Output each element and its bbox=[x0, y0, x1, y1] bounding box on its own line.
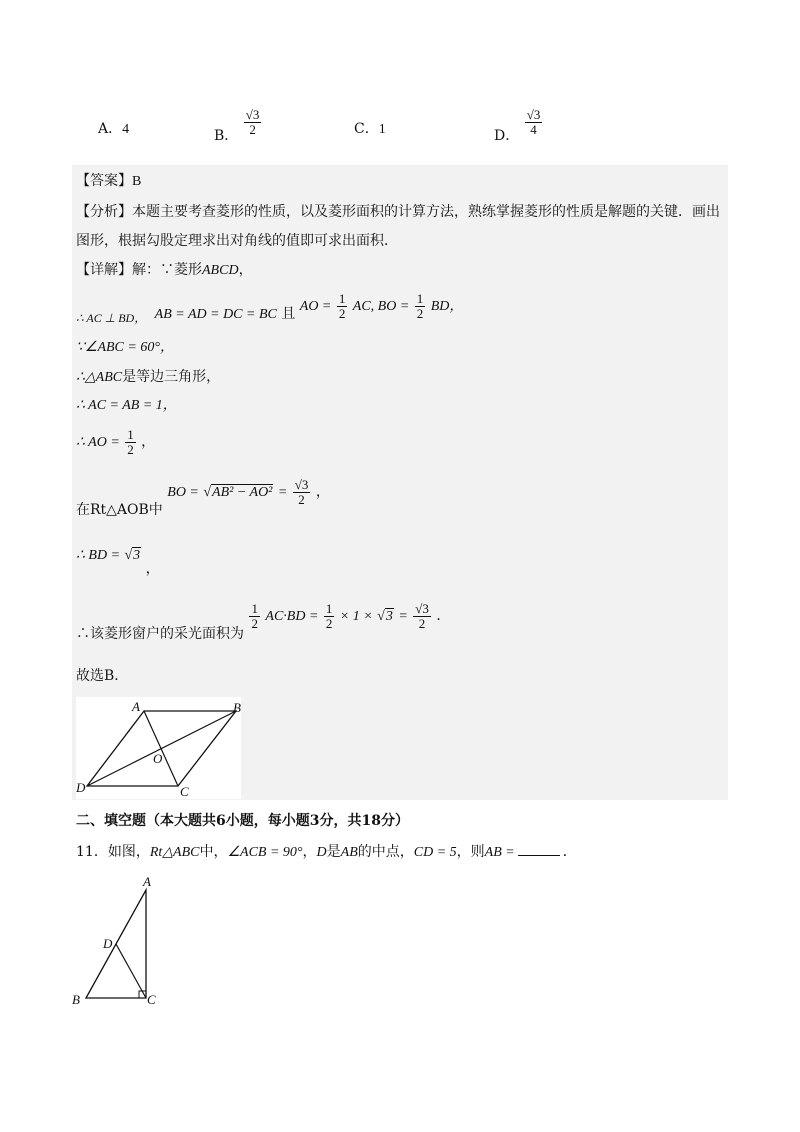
frac-num: 1 bbox=[338, 291, 346, 306]
label-a: A bbox=[143, 874, 151, 889]
detail-line6-b: ， bbox=[141, 434, 156, 451]
frac-num: 1 bbox=[127, 427, 134, 442]
q11-text-i: 的中点， bbox=[357, 844, 414, 860]
detail-line-4 bbox=[76, 370, 220, 385]
detail-line4-b: 是等边三角形， bbox=[122, 369, 221, 385]
detail-line6-half bbox=[125, 428, 136, 456]
detail-line-5: ∴ AC = AB = 1， bbox=[76, 398, 177, 413]
detail-line2-c: 且 bbox=[281, 306, 296, 323]
detail-line6-a: ∴ AO = bbox=[76, 435, 120, 451]
sqrt-radicand: 3 bbox=[133, 548, 141, 563]
detail-line1-prefix: 解：∵菱形 bbox=[132, 262, 202, 278]
option-b bbox=[214, 107, 262, 145]
detail-line-7 bbox=[76, 477, 330, 519]
answer-tag: 【答案】 bbox=[76, 173, 132, 189]
detail-line7-sqrt: √AB² − AO² bbox=[203, 485, 273, 501]
frac-den: 2 bbox=[418, 615, 426, 631]
q11-angle: ∠ACB = 90° bbox=[227, 845, 303, 860]
q11-triangle: Rt△ABC bbox=[149, 845, 200, 860]
detail-line7-d: ， bbox=[315, 484, 330, 501]
detail-line7-a: 在Rt△AOB中 bbox=[76, 502, 163, 519]
q11-text-k: ，则 bbox=[456, 844, 485, 860]
frac-den: 2 bbox=[127, 441, 134, 457]
answer-value: B bbox=[132, 174, 142, 189]
analysis-line-2: 图形，根据勾股定理求出对角线的值即可求出面积． bbox=[76, 233, 398, 249]
label-c: C bbox=[147, 992, 156, 1007]
label-d: D bbox=[76, 780, 86, 795]
option-a-value: 4 bbox=[122, 122, 130, 137]
frac-den: 2 bbox=[338, 305, 346, 321]
answer-line bbox=[76, 174, 141, 189]
frac-den: 2 bbox=[325, 615, 333, 631]
detail-line7-frac bbox=[293, 478, 311, 506]
detail-line7-b: BO = bbox=[167, 485, 199, 501]
option-b-fraction bbox=[244, 108, 262, 136]
sqrt-radicand: AB² − AO² bbox=[212, 485, 273, 501]
analysis-tag: 【分析】 bbox=[76, 204, 132, 220]
analysis-text-1: 本题主要考查菱形的性质，以及菱形面积的计算方法，熟练掌握菱形的性质是解题的关键．画出 bbox=[132, 204, 720, 220]
detail-line9-half-1 bbox=[249, 602, 260, 630]
detail-line9-e: ． bbox=[436, 608, 451, 625]
detail-line8-a: ∴ BD = bbox=[76, 548, 121, 563]
detail-line9-c: × 1 × bbox=[339, 609, 373, 625]
section-heading: 二、填空题（本大题共6小题，每小题3分，共18分） bbox=[76, 813, 409, 829]
detail-line2-half-2 bbox=[415, 292, 426, 320]
sqrt-radicand: 3 bbox=[385, 609, 393, 625]
detail-line1-suffix: ， bbox=[238, 262, 253, 278]
q11-segment-ab: AB bbox=[340, 845, 358, 860]
label-o: O bbox=[153, 751, 163, 766]
detail-line2-b: AB = AD = DC = BC bbox=[154, 307, 277, 323]
option-d-fraction bbox=[525, 108, 543, 136]
frac-num: 1 bbox=[325, 601, 333, 616]
q11-text-m: ． bbox=[562, 844, 577, 860]
label-c: C bbox=[180, 784, 189, 799]
detail-line-2 bbox=[76, 291, 464, 326]
frac-num: 1 bbox=[416, 291, 424, 306]
detail-line9-sqrt: √3 bbox=[377, 609, 393, 625]
detail-line8-b: ， bbox=[145, 561, 160, 577]
detail-line7-c: = bbox=[277, 485, 288, 501]
frac-num: 1 bbox=[251, 601, 258, 616]
label-b: B bbox=[233, 700, 241, 715]
option-c-label: C． bbox=[354, 121, 379, 137]
detail-line2-bd: BD， bbox=[430, 299, 464, 315]
option-b-label: B． bbox=[214, 128, 239, 145]
detail-line4-a: ∴△ABC bbox=[76, 370, 123, 385]
option-d bbox=[494, 107, 543, 145]
q11-text-c: 中， bbox=[199, 844, 228, 860]
option-c-value: 1 bbox=[378, 122, 386, 137]
detail-line1-var: ABCD bbox=[202, 263, 239, 278]
detail-line-10: 故选B． bbox=[76, 668, 129, 684]
q11-text-g: 是 bbox=[326, 844, 341, 860]
detail-line-9 bbox=[76, 601, 451, 643]
frac-den: 2 bbox=[251, 615, 258, 631]
frac-den: 2 bbox=[416, 305, 424, 321]
label-b: B bbox=[72, 992, 80, 1007]
option-a-label: A． bbox=[98, 121, 123, 137]
option-d-num: √3 bbox=[526, 107, 541, 122]
detail-line-3: ∵∠ABC = 60°， bbox=[76, 340, 174, 355]
detail-line8-sqrt: √3 bbox=[124, 548, 141, 563]
figure-background bbox=[76, 697, 241, 799]
option-b-den: 2 bbox=[249, 121, 256, 137]
detail-line2-ac: AC, BO = bbox=[352, 299, 410, 315]
q11-ab: AB = bbox=[484, 845, 515, 860]
detail-line2-a: ∴ AC ⊥ BD， bbox=[76, 311, 147, 326]
detail-line-1 bbox=[76, 263, 253, 278]
detail-line9-a: ∴该菱形窗户的采光面积为 bbox=[76, 626, 244, 643]
detail-line9-frac bbox=[413, 602, 431, 630]
frac-den: 2 bbox=[298, 491, 305, 507]
detail-line9-b: AC·BD = bbox=[265, 609, 319, 625]
label-a: A bbox=[132, 699, 140, 714]
q11-prefix: 11．如图， bbox=[76, 844, 150, 860]
detail-line9-half-2 bbox=[324, 602, 335, 630]
q11-text-e: ， bbox=[302, 844, 317, 860]
frac-num: √3 bbox=[415, 601, 429, 616]
detail-line2-half-1 bbox=[337, 292, 348, 320]
detail-line9-d: = bbox=[398, 609, 408, 625]
option-c bbox=[354, 122, 386, 137]
frac-num: √3 bbox=[294, 477, 309, 492]
detail-line2-ao: AO = bbox=[299, 299, 332, 315]
detail-tag: 【详解】 bbox=[76, 262, 132, 278]
median-cd bbox=[116, 944, 146, 998]
q11-cd: CD = 5 bbox=[413, 845, 457, 860]
option-a bbox=[98, 122, 129, 137]
rhombus-figure bbox=[76, 697, 241, 799]
q11-point-d: D bbox=[316, 845, 327, 860]
option-d-label: D． bbox=[494, 128, 520, 145]
question-11 bbox=[76, 845, 577, 860]
option-b-num: √3 bbox=[245, 107, 260, 122]
detail-line-6 bbox=[76, 428, 155, 456]
q11-answer-blank[interactable] bbox=[518, 855, 560, 856]
label-d: D bbox=[103, 936, 113, 951]
analysis-line-1 bbox=[76, 205, 720, 219]
triangle-figure bbox=[68, 872, 168, 1010]
detail-line-8 bbox=[76, 548, 160, 577]
option-d-den: 4 bbox=[530, 121, 537, 137]
